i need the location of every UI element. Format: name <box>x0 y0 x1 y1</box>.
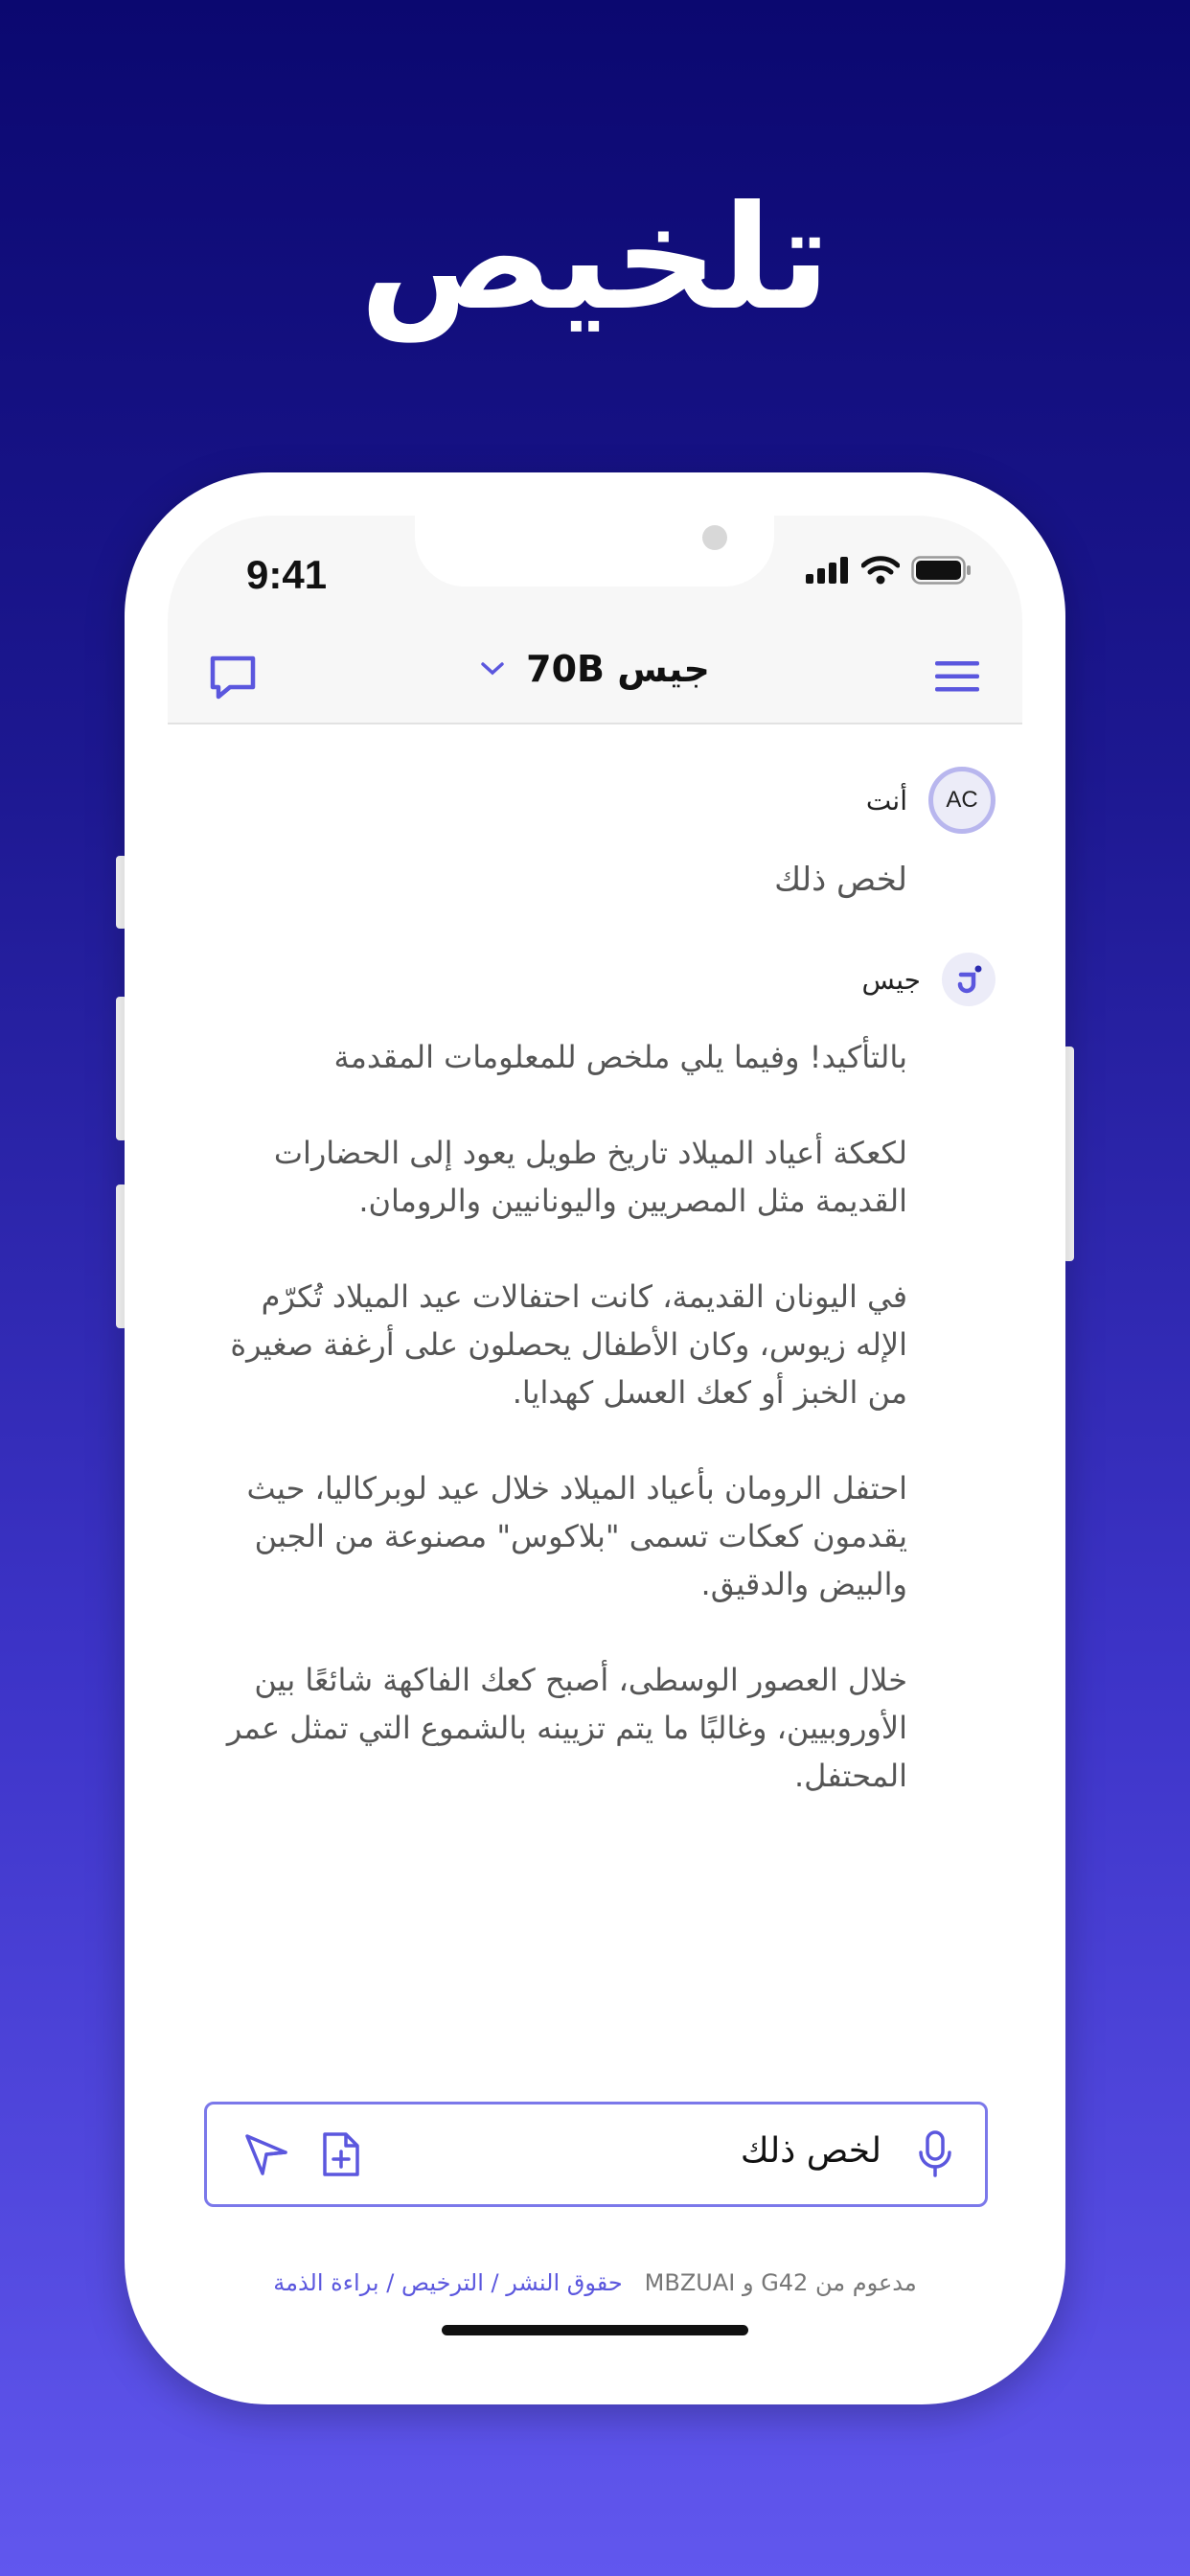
jais-logo-icon <box>952 963 985 996</box>
camera-icon <box>702 525 727 550</box>
send-icon <box>243 2131 289 2177</box>
answer-paragraph: لكعكة أعياد الميلاد تاريخ طويل يعود إلى الحضارات القديمة مثل المصريين واليونانيين والرومان. <box>273 1135 907 1219</box>
footer-powered-by: مدعوم من G42 و MBZUAI <box>644 2269 917 2296</box>
answer-paragraph: في اليونان القديمة، كانت احتفالات عيد الميلاد تُكرّم الإله زيوس، وكان الأطفال يحصلون على أرغفة صغيرة من الخبز أو كعك العسل كهدايا. <box>230 1278 907 1411</box>
wifi-icon <box>861 556 900 585</box>
top-nav-bar <box>168 631 1022 724</box>
chevron-down-icon <box>480 660 505 678</box>
answer-paragraph: بالتأكيد! وفيما يلي ملخص للمعلومات المقدمة <box>333 1039 907 1075</box>
send-button[interactable] <box>238 2126 295 2183</box>
microphone-button[interactable] <box>906 2126 964 2183</box>
assistant-message-header <box>862 953 995 1006</box>
message-input-value[interactable]: لخص ذلك <box>740 2131 881 2171</box>
model-name: جيس 70B <box>526 648 710 690</box>
assistant-name: جيس <box>861 963 921 996</box>
answer-paragraph: خلال العصور الوسطى، أصبح كعك الفاكهة شائعًا بين الأوروبيين، وغالبًا ما يتم تزيينه بالشموع التي تمثل عمر المحتفل. <box>226 1662 907 1794</box>
status-time: 9:41 <box>246 552 328 597</box>
user-avatar: AC <box>928 767 995 834</box>
microphone-icon <box>916 2129 954 2179</box>
headline: تلخيص <box>359 175 831 342</box>
file-add-icon <box>321 2130 361 2178</box>
user-name: أنت <box>865 784 907 816</box>
phone-frame <box>125 472 1065 2404</box>
assistant-message-text <box>208 1033 907 1848</box>
phone-screen <box>168 516 1022 2361</box>
footer-legal-links[interactable]: حقوق النشر / الترخيص / براءة الذمة <box>273 2269 623 2296</box>
signal-icon <box>806 557 850 584</box>
hamburger-menu-icon <box>933 657 981 696</box>
message-input[interactable] <box>204 2102 988 2207</box>
status-icons <box>806 556 973 585</box>
answer-paragraph: احتفل الرومان بأعياد الميلاد خلال عيد لوبركاليا، حيث يقدمون كعكات تسمى "بلاكوس" مصنوعة من الجبن والبيض والدقيق. <box>246 1470 907 1602</box>
notch <box>415 516 774 586</box>
model-selector[interactable] <box>168 648 1022 690</box>
footer <box>168 2269 1022 2296</box>
battery-icon <box>911 556 973 585</box>
user-message-text: لخص ذلك <box>774 861 907 899</box>
menu-button[interactable] <box>930 650 984 703</box>
home-indicator <box>442 2325 748 2335</box>
user-message-header <box>866 767 995 834</box>
attach-file-button[interactable] <box>312 2126 370 2183</box>
assistant-avatar <box>942 953 995 1006</box>
